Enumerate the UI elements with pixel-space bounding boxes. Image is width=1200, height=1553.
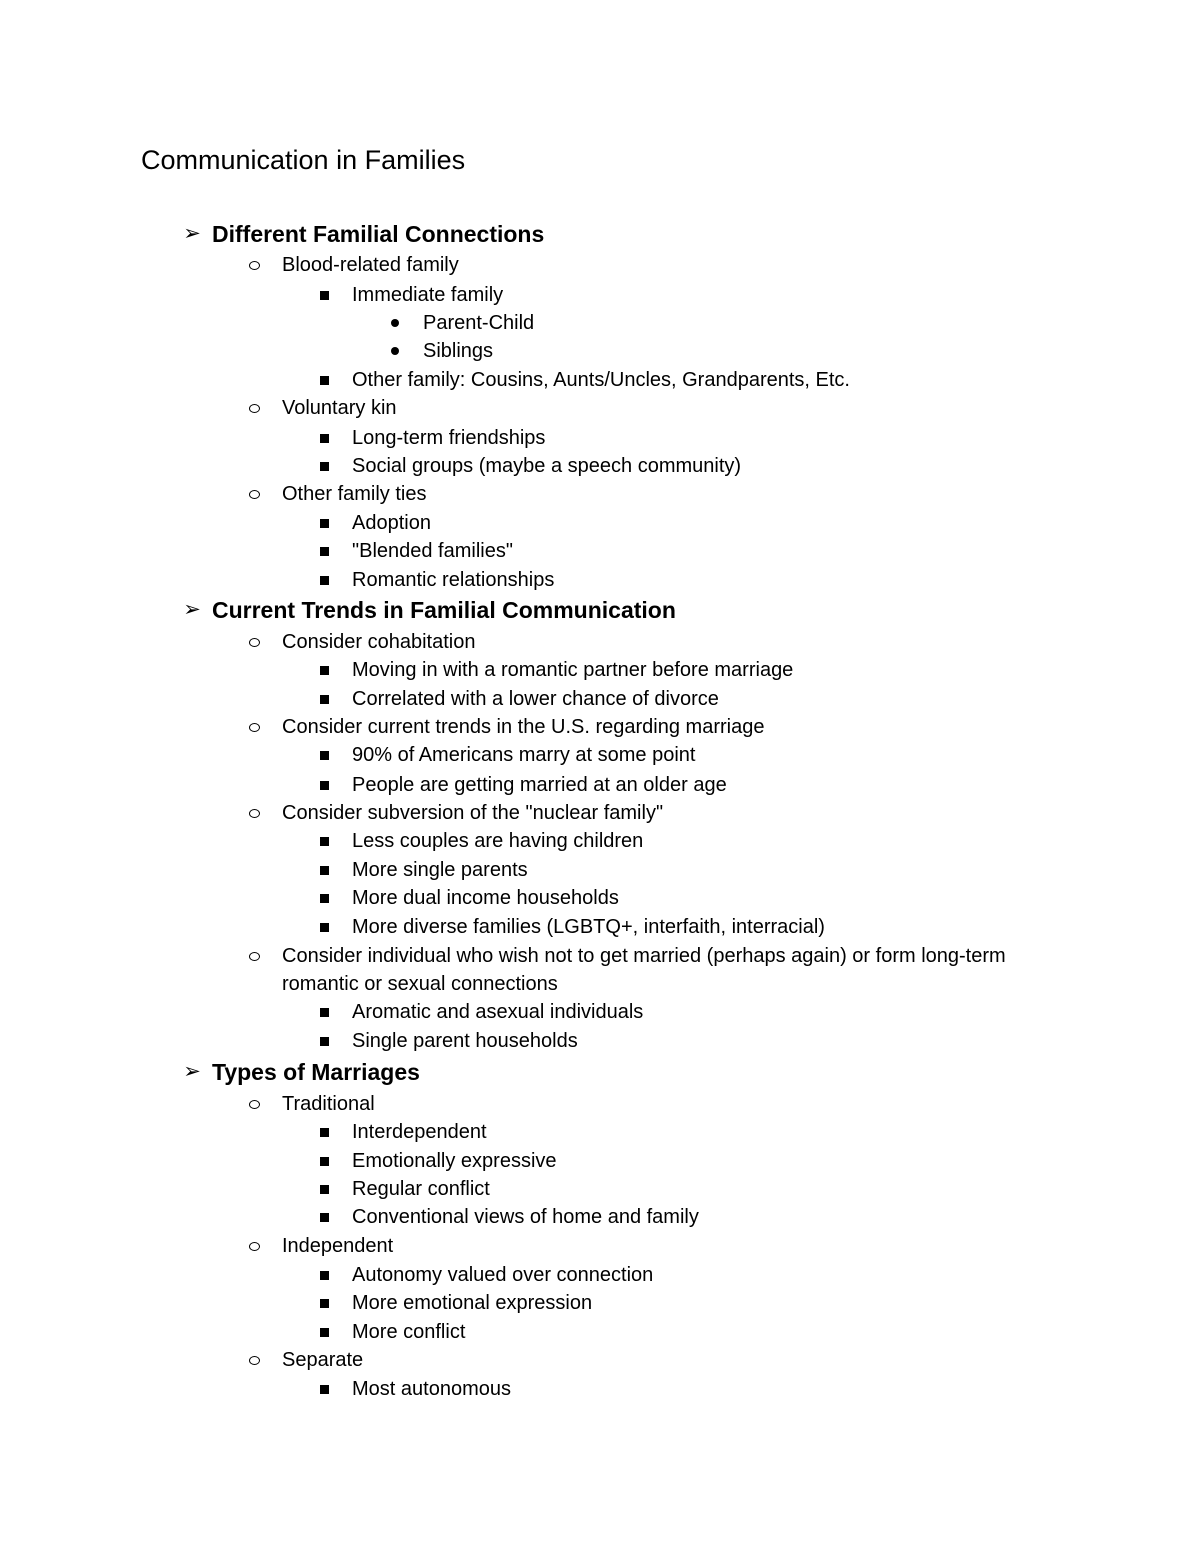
list-item: Most autonomous [352,1375,511,1403]
square-bullet-icon [318,1261,330,1280]
list-item: Emotionally expressive [352,1147,557,1175]
hollow-circle-bullet-icon [248,480,260,499]
square-bullet-icon [318,656,330,675]
list-item: Correlated with a lower chance of divorce [352,685,719,713]
list-item: More emotional expression [352,1289,592,1317]
square-bullet-icon [318,884,330,903]
square-bullet-icon [318,509,330,528]
list-item: Parent-Child [423,309,534,337]
hollow-circle-bullet-icon [248,251,260,270]
dot-bullet-icon [389,309,401,327]
list-item: Consider cohabitation [282,628,475,656]
section-heading: ➢ Current Trends in Familial Communication [212,595,676,625]
list-item: Siblings [423,337,493,365]
hollow-circle-bullet-icon [248,1232,260,1251]
list-item: Traditional [282,1090,375,1118]
square-bullet-icon [318,771,330,790]
list-item: Consider subversion of the "nuclear family" [282,799,663,827]
square-bullet-icon [318,1147,330,1166]
square-bullet-icon [318,566,330,585]
list-item: Other family: Cousins, Aunts/Uncles, Grandparents, Etc. [352,366,850,394]
list-item: Consider current trends in the U.S. regarding marriage [282,713,764,741]
list-item: "Blended families" [352,537,513,565]
square-bullet-icon [318,1175,330,1194]
list-item: Independent [282,1232,393,1260]
square-bullet-icon [318,1289,330,1308]
square-bullet-icon [318,1118,330,1137]
list-item: 90% of Americans marry at some point [352,741,695,769]
square-bullet-icon [318,856,330,875]
section-heading: ➢ Types of Marriages [212,1057,420,1087]
arrow-bullet-icon: ➢ [183,222,201,245]
list-item: Aromatic and asexual individuals [352,998,643,1026]
hollow-circle-bullet-icon [248,394,260,413]
list-item: Conventional views of home and family [352,1203,699,1231]
square-bullet-icon [318,685,330,704]
square-bullet-icon [318,1375,330,1394]
list-item: Romantic relationships [352,566,554,594]
list-item: Regular conflict [352,1175,490,1203]
list-item: More single parents [352,856,528,884]
list-item: Interdependent [352,1118,487,1146]
hollow-circle-bullet-icon [248,942,260,961]
square-bullet-icon [318,537,330,556]
square-bullet-icon [318,1203,330,1222]
page-title: Communication in Families [141,145,466,175]
hollow-circle-bullet-icon [248,713,260,732]
square-bullet-icon [318,998,330,1017]
list-item: Other family ties [282,480,426,508]
square-bullet-icon [318,913,330,932]
square-bullet-icon [318,452,330,471]
list-item: Separate [282,1346,363,1374]
list-item: Autonomy valued over connection [352,1261,653,1289]
square-bullet-icon [318,281,330,300]
dot-bullet-icon [389,337,401,355]
list-item: More conflict [352,1318,465,1346]
arrow-bullet-icon: ➢ [183,1060,201,1083]
hollow-circle-bullet-icon [248,628,260,647]
square-bullet-icon [318,1027,330,1046]
list-item: Long-term friendships [352,424,545,452]
list-item: Social groups (maybe a speech community) [352,452,741,480]
square-bullet-icon [318,424,330,443]
list-item: Adoption [352,509,431,537]
list-item: Blood-related family [282,251,459,279]
list-item: Single parent households [352,1027,578,1055]
square-bullet-icon [318,827,330,846]
list-item: Less couples are having children [352,827,643,855]
section-heading: ➢ Different Familial Connections [212,219,544,249]
arrow-bullet-icon: ➢ [183,598,201,621]
hollow-circle-bullet-icon [248,1346,260,1365]
square-bullet-icon [318,741,330,760]
square-bullet-icon [318,1318,330,1337]
list-item: Voluntary kin [282,394,397,422]
list-item: Consider individual who wish not to get married (perhaps again) or form long-term romantic or sexual connections [282,942,1082,998]
square-bullet-icon [318,366,330,385]
hollow-circle-bullet-icon [248,1090,260,1109]
list-item: More diverse families (LGBTQ+, interfaith, interracial) [352,913,825,941]
list-item: People are getting married at an older age [352,771,727,799]
list-item: Moving in with a romantic partner before marriage [352,656,793,684]
hollow-circle-bullet-icon [248,799,260,818]
list-item: More dual income households [352,884,619,912]
list-item: Immediate family [352,281,503,309]
